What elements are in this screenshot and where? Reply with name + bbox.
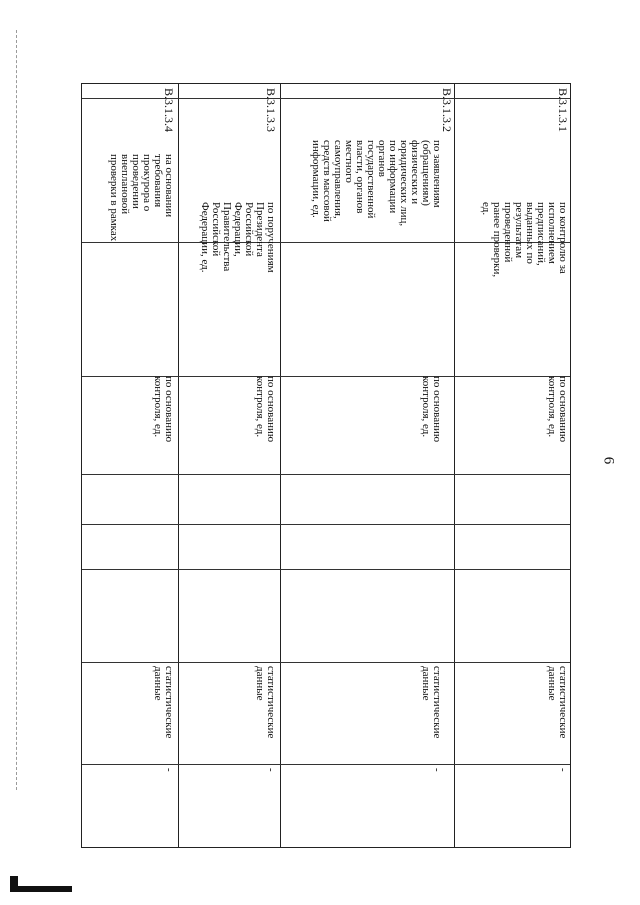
row-code: В.3.1.3.4 — [162, 88, 176, 133]
row-source: статистические данные — [152, 666, 175, 739]
row-basis: по основанию контроля, ед. — [420, 376, 443, 443]
row-name: по заявлениям (обращениям) физических и юридических лиц, по информации органов государственной власти, органов местного самоуправления, средств массовой информации, ед. — [310, 140, 443, 227]
row-value: - — [431, 768, 443, 772]
page-number: 6 — [600, 456, 617, 465]
row-source: статистические данные — [254, 666, 277, 739]
column-divider — [82, 524, 570, 525]
indicator-table — [81, 83, 571, 848]
row-value: - — [265, 768, 277, 772]
row-source: статистические данные — [546, 666, 569, 739]
row-source: статистические данные — [420, 666, 443, 739]
column-divider — [82, 764, 570, 765]
row-basis: по основанию контроля, ед. — [254, 376, 277, 443]
column-divider — [82, 662, 570, 663]
column-divider — [82, 98, 570, 99]
column-divider — [82, 474, 570, 475]
binder-edge-line — [16, 30, 17, 790]
row-code: В.3.1.3.2 — [440, 88, 454, 133]
row-value: - — [163, 768, 175, 772]
row-name: по поручениям Президента Российской Федерации, Правительства Российской Федерации, ед. — [199, 202, 277, 273]
row-name: на основании требования прокурора о проведении внеплановой проверки в рамках — [108, 154, 175, 242]
scan-corner-mark — [10, 886, 72, 892]
row-value: - — [557, 768, 569, 772]
row-basis: по основанию контроля, ед. — [546, 376, 569, 443]
row-code: В.3.1.3.3 — [264, 88, 278, 133]
column-divider — [82, 569, 570, 570]
row-name: по контролю за исполнением предписаний, выданных по результатам проведенной ранее проверки, ед. — [480, 202, 569, 278]
row-code: В.3.1.3.1 — [556, 88, 570, 133]
row-basis: по основанию контроля, ед. — [152, 376, 175, 443]
